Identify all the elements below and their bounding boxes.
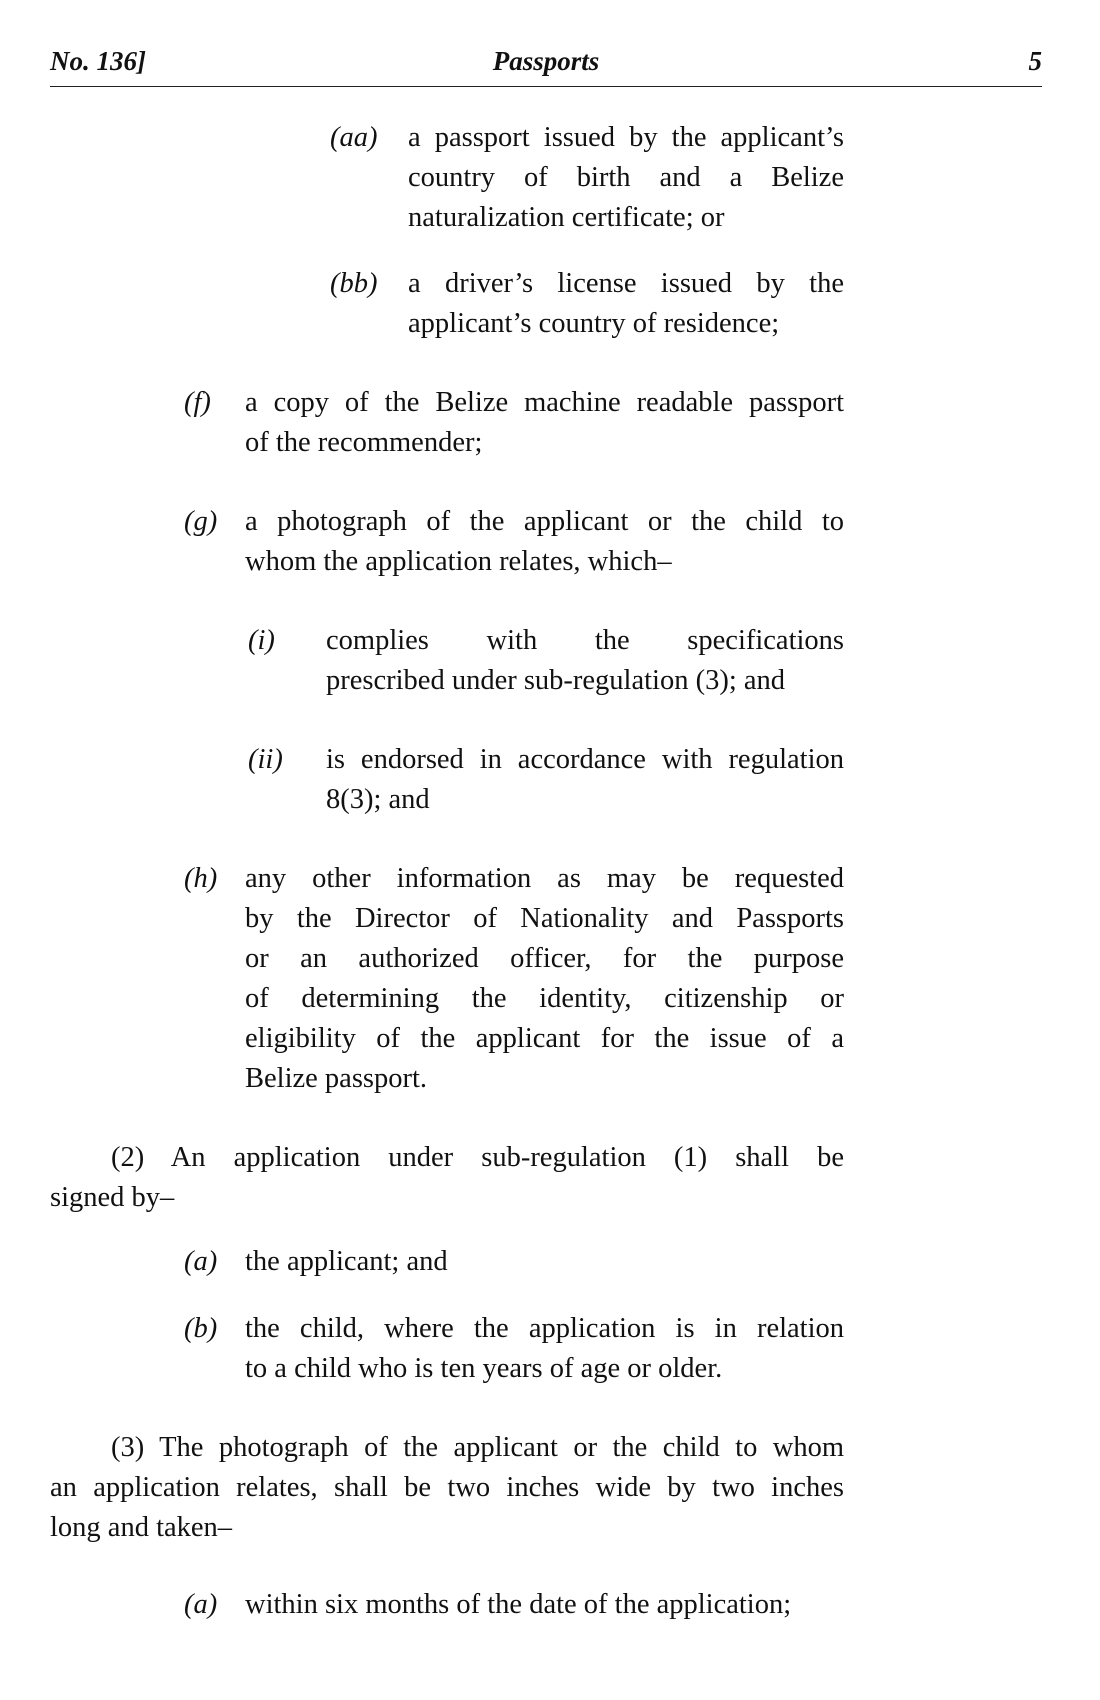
paragraph-3-line: an application relates, shall be two inches wide by two inches bbox=[50, 1472, 844, 1503]
item-a-signed bbox=[245, 1242, 844, 1282]
item-b-signed-line: the child, where the application is in relation bbox=[245, 1313, 844, 1344]
item-f-line: a copy of the Belize machine readable passport bbox=[245, 387, 844, 418]
item-aa-line: a passport issued by the applicant’s bbox=[408, 122, 844, 153]
item-f bbox=[245, 383, 844, 463]
item-label-b-signed: (b) bbox=[184, 1313, 218, 1344]
paragraph-3-line: (3) The photograph of the applicant or the child to whom bbox=[111, 1432, 844, 1463]
item-i-line: prescribed under sub-regulation (3); and bbox=[326, 665, 786, 696]
item-label-aa: (aa) bbox=[330, 122, 378, 153]
item-a-photo-line: within six months of the date of the application; bbox=[245, 1589, 792, 1620]
item-label-f: (f) bbox=[184, 387, 211, 418]
item-bb bbox=[408, 264, 844, 344]
chapter-number: No. 136] bbox=[50, 46, 146, 76]
item-h-line: Belize passport. bbox=[245, 1063, 428, 1094]
item-label-a-photo: (a) bbox=[184, 1589, 218, 1620]
item-i-line: complies with the specifications bbox=[326, 625, 844, 656]
item-a-signed-line: the applicant; and bbox=[245, 1246, 448, 1277]
paragraph-3-line: long and taken– bbox=[50, 1512, 233, 1543]
item-ii-line: is endorsed in accordance with regulation bbox=[326, 744, 844, 775]
paragraph-2-line: signed by– bbox=[50, 1182, 175, 1213]
item-label-ii: (ii) bbox=[248, 744, 283, 775]
item-h-line: any other information as may be requested bbox=[245, 863, 844, 894]
running-header bbox=[50, 44, 1042, 87]
item-aa bbox=[408, 118, 844, 238]
paragraph-3 bbox=[50, 1428, 844, 1548]
page-title: Passports bbox=[492, 46, 600, 76]
item-g-line: a photograph of the applicant or the child to bbox=[245, 506, 844, 537]
item-f-line: of the recommender; bbox=[245, 427, 483, 458]
item-label-a-signed: (a) bbox=[184, 1246, 218, 1277]
item-a-photo bbox=[245, 1585, 844, 1625]
item-ii bbox=[326, 740, 844, 820]
item-h-line: of determining the identity, citizenship or bbox=[245, 983, 844, 1014]
item-bb-line: applicant’s country of residence; bbox=[408, 308, 780, 339]
item-ii-line: 8(3); and bbox=[326, 784, 430, 815]
page-number: 5 bbox=[1028, 46, 1042, 76]
item-b-signed bbox=[245, 1309, 844, 1389]
item-label-i: (i) bbox=[248, 625, 275, 656]
item-i bbox=[326, 621, 844, 701]
item-h-line: eligibility of the applicant for the issue of a bbox=[245, 1023, 844, 1054]
item-h-line: by the Director of Nationality and Passports bbox=[245, 903, 844, 934]
item-label-bb: (bb) bbox=[330, 268, 378, 299]
item-aa-line: naturalization certificate; or bbox=[408, 202, 725, 233]
item-b-signed-line: to a child who is ten years of age or older. bbox=[245, 1353, 723, 1384]
item-bb-line: a driver’s license issued by the bbox=[408, 268, 844, 299]
item-label-g: (g) bbox=[184, 506, 218, 537]
paragraph-2-line: (2) An application under sub-regulation (1) shall be bbox=[111, 1142, 844, 1173]
item-g-line: whom the application relates, which– bbox=[245, 546, 672, 577]
item-aa-line: country of birth and a Belize bbox=[408, 162, 844, 193]
paragraph-2 bbox=[50, 1138, 844, 1218]
item-h bbox=[245, 859, 844, 1099]
item-label-h: (h) bbox=[184, 863, 218, 894]
item-h-line: or an authorized officer, for the purpose bbox=[245, 943, 844, 974]
item-g bbox=[245, 502, 844, 582]
